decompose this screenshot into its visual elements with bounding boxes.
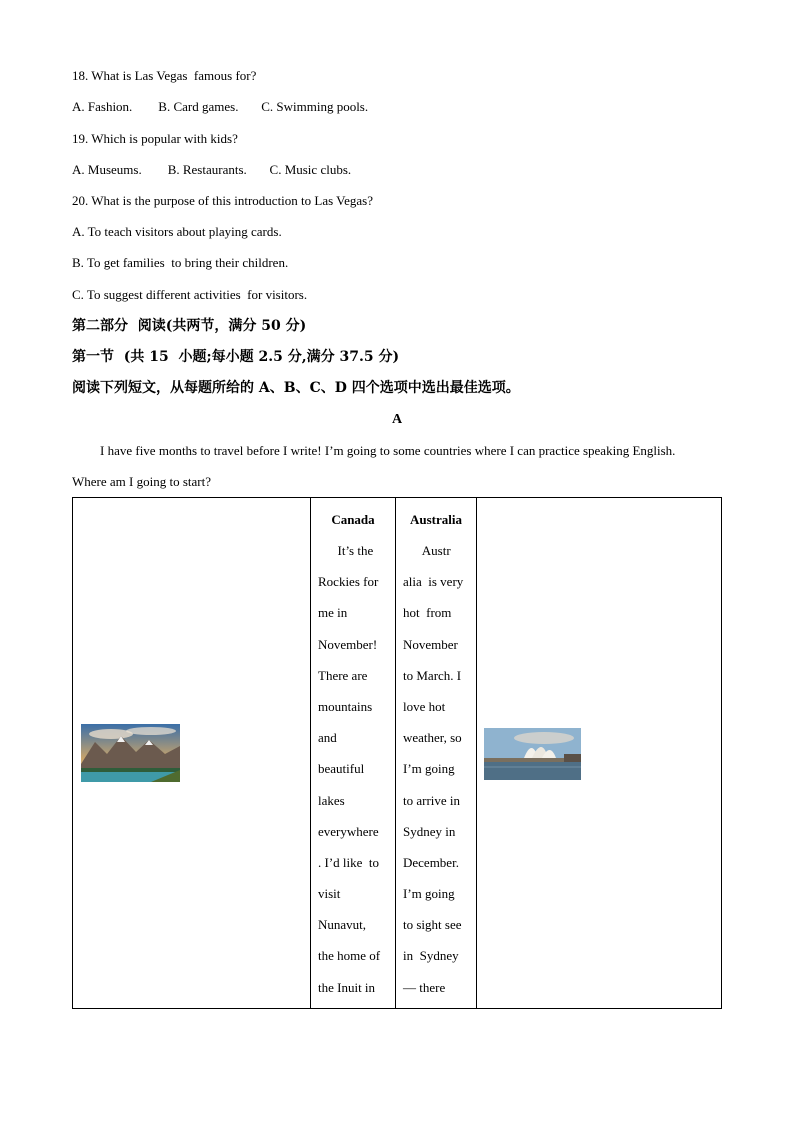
australia-text-line: Austr [403,543,451,558]
canada-text-line: everywhere [318,823,379,839]
canada-image-cell [73,498,311,1008]
instruction: 阅读下列短文，从每题所给的 A、B、C、D 四个选项中选出最佳选项。 [72,380,520,396]
canada-text-line: and [318,730,337,746]
passage-intro-line1: I have five months to travel before I write! I’m going to some countries where I can practice speaking English. [100,443,676,458]
australia-text-line: to March. I [403,667,462,683]
canada-text-line: beautiful [318,761,365,777]
australia-text-line: I’m going [403,886,455,902]
australia-text [403,543,472,1011]
australia-text-line: love hot [403,698,446,714]
canada-heading: Canada [331,512,375,527]
australia-text-line: I’m going [403,761,455,777]
canada-text-line: . I’d like to [318,854,380,870]
question-20-option-a: A. To teach visitors about playing cards. [72,224,282,239]
canada-text-line: November! [318,636,378,652]
canada-text-line: There are [318,667,368,683]
australia-text-line: to arrive in [403,792,461,808]
australia-text-line: — there [403,979,446,995]
australia-text-line: Sydney in [403,823,456,839]
australia-text-line: November [403,636,458,652]
australia-column [396,498,477,1008]
australia-text-line: hot from [403,605,452,621]
canada-text-line: the Inuit in [318,979,376,995]
canada-text-line: mountains [318,698,373,714]
canada-text [318,543,391,1011]
canada-column [311,498,396,1008]
question-20-option-b: B. To get families to bring their children. [72,255,289,270]
canada-text-line: me in [318,605,348,621]
australia-text-line: to sight see [403,917,462,933]
australia-heading: Australia [410,512,462,527]
australia-text-line: December. [403,854,459,870]
passage-table [72,497,722,1009]
australia-image-cell [477,498,721,1008]
australia-text-line: in Sydney [403,948,459,964]
canada-text-line: visit [318,886,341,902]
canada-text-line: Rockies for [318,574,379,590]
question-20-stem: 20. What is the purpose of this introduction to Las Vegas? [72,193,373,208]
passage-label: A [391,412,403,427]
canada-image [81,724,180,782]
subsection-title: 第一节 (共 15 小题;每小题 2.5 分,满分 37.5 分) [72,349,400,365]
question-18-options: A. Fashion. B. Card games. C. Swimming pools. [72,99,369,114]
canada-text-line: the home of [318,948,381,964]
australia-text-line: weather, so [403,730,462,746]
part-title: 第二部分 阅读(共两节，满分 50 分) [72,318,307,334]
question-18-stem: 18. What is Las Vegas famous for? [72,68,257,83]
question-20-option-c: C. To suggest different activities for visitors. [72,287,308,302]
canada-text-line: lakes [318,792,345,808]
question-19-stem: 19. Which is popular with kids? [72,131,238,146]
question-19-options: A. Museums. B. Restaurants. C. Music clubs. [72,162,352,177]
australia-image [484,728,581,780]
passage-intro-line2: Where am I going to start? [72,474,211,489]
canada-text-line: It’s the [318,543,374,558]
canada-text-line: Nunavut, [318,917,367,933]
australia-text-line: alia is very [403,574,464,590]
